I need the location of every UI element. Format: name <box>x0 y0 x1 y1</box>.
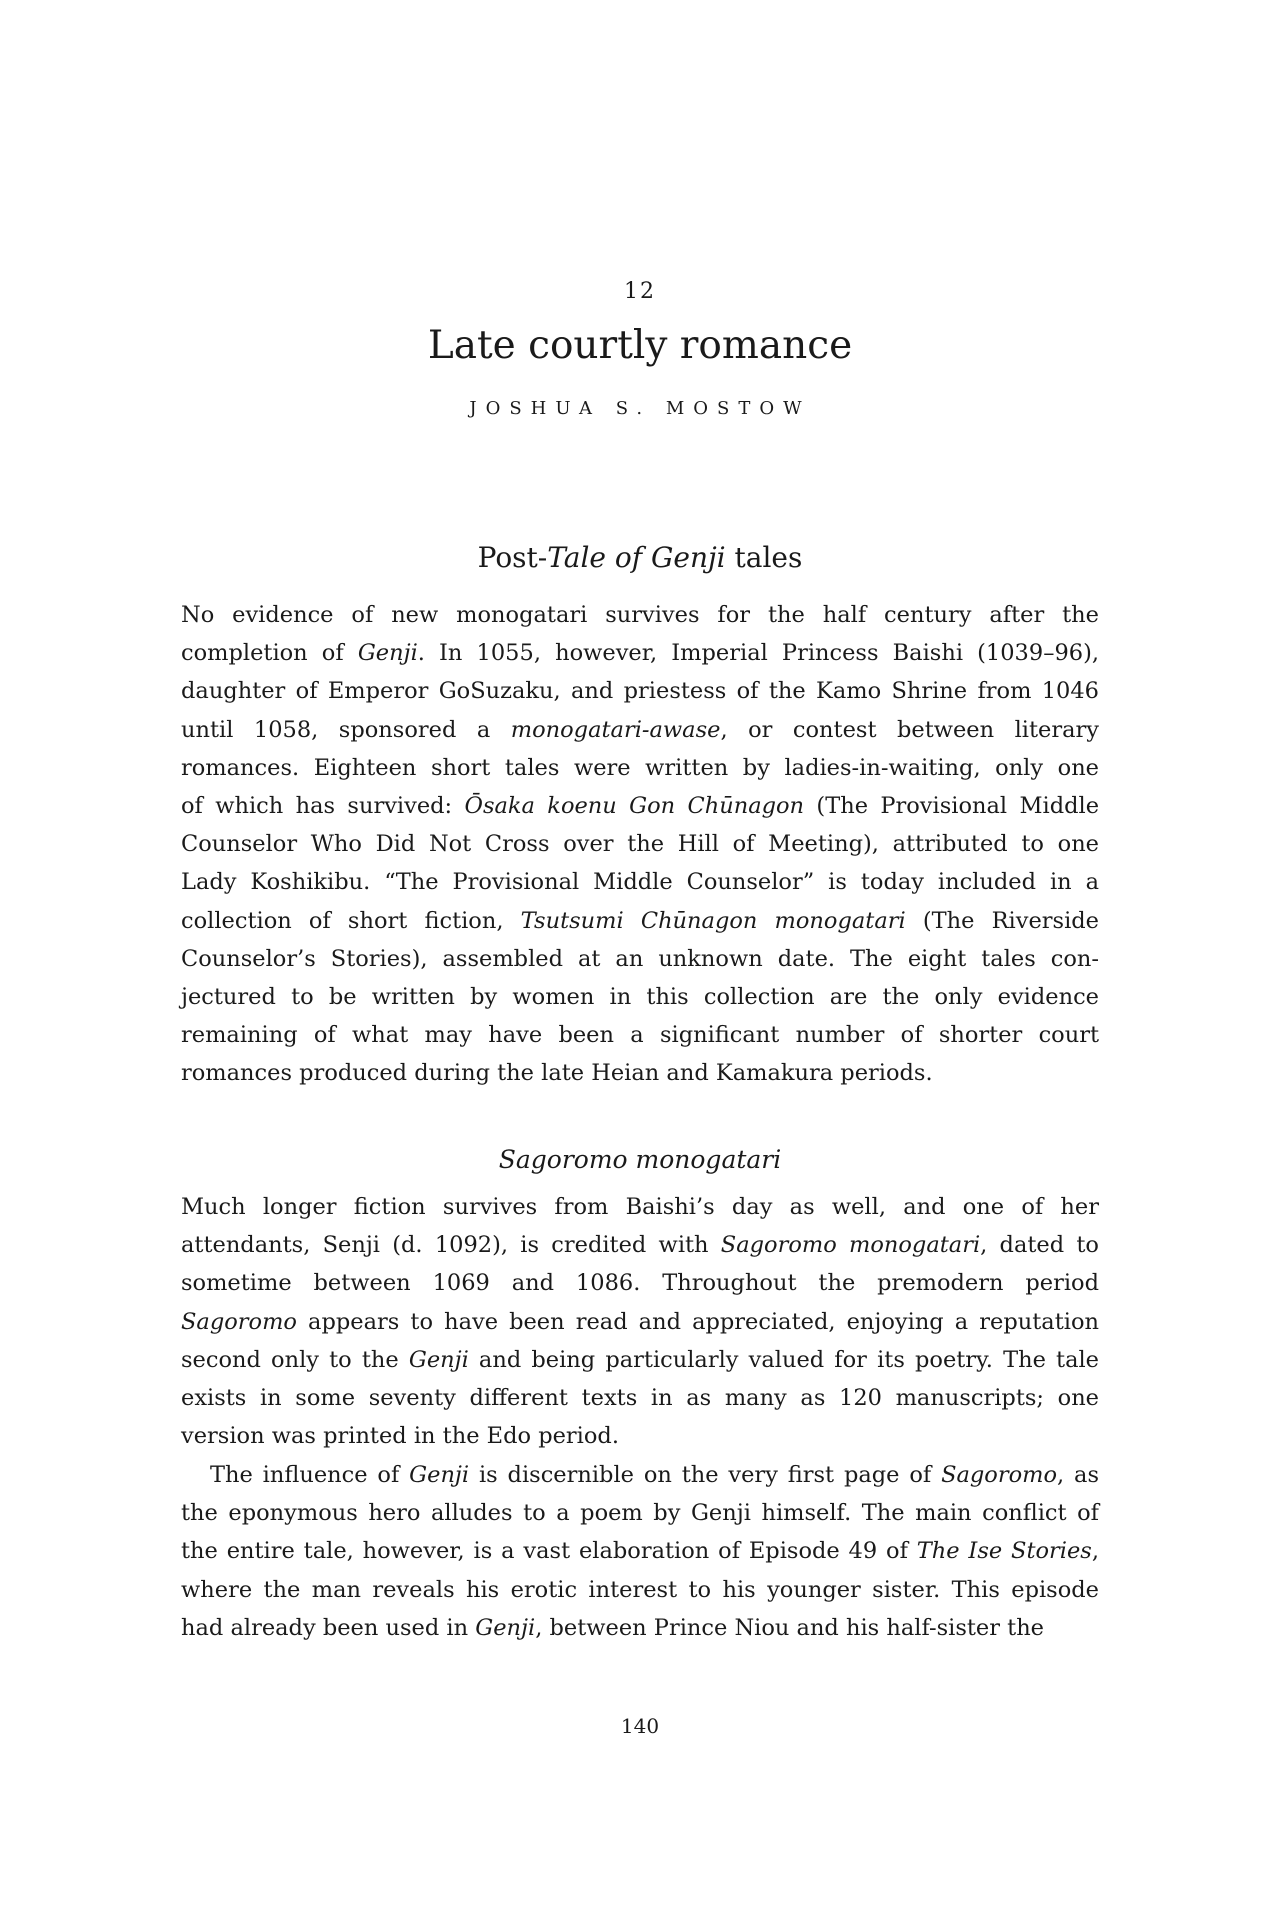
text-run: collection of short fiction, <box>181 907 521 934</box>
italic-run: Tsutsumi Chūnagon monogatari <box>520 907 906 934</box>
text-line <box>181 749 1099 787</box>
italic-run: monogatari-awase <box>510 716 721 743</box>
text-line <box>181 1494 1099 1532</box>
text-run: sometime between 1069 and 1086. Throughout the premodern period <box>181 1270 1099 1297</box>
text-run: had already been used in <box>181 1614 476 1641</box>
text-line <box>181 1303 1099 1341</box>
text-line <box>181 1379 1099 1417</box>
text-line <box>181 634 1099 672</box>
italic-run: Genji <box>357 640 418 667</box>
text-run: until 1058, sponsored a <box>181 716 511 743</box>
text-run: Counselor’s Stories), assembled at an unknown date. The eight tales con- <box>181 945 1099 972</box>
text-line <box>181 1456 1099 1494</box>
italic-run: The Ise Stories <box>916 1538 1092 1565</box>
italic-run: Ōsaka koenu Gon Chūnagon <box>464 792 805 819</box>
text-run: exists in some seventy different texts in as many as 120 manuscripts; one <box>181 1384 1099 1411</box>
chapter-title: Late courtly romance <box>427 323 853 368</box>
section-heading <box>0 540 1280 576</box>
text-run: is discernible on the very first page of <box>469 1462 942 1488</box>
text-run: Lady Koshikibu. “The Provisional Middle Counselor” is today included in a <box>181 869 1099 896</box>
chapter-author: JOSHUA S. MOSTOW <box>469 398 811 419</box>
text-line <box>181 1532 1099 1570</box>
text-run: , as <box>1057 1462 1100 1488</box>
text-line <box>181 1016 1099 1054</box>
italic-run: Genji <box>408 1346 469 1373</box>
text-line <box>181 902 1099 940</box>
text-run: remaining of what may have been a significant number of shorter court <box>181 1022 1099 1049</box>
text-run: . In 1055, however, Imperial Princess Baishi (1039–96), <box>417 640 1100 667</box>
text-run: the entire tale, however, is a vast elaboration of Episode 49 of <box>181 1538 917 1565</box>
text-run: romances produced during the late Heian and Kamakura periods. <box>181 1060 933 1087</box>
text-run: Much longer fiction survives from Baishi’s day as well, and one of her <box>181 1194 1099 1220</box>
text-run: , or contest between literary <box>720 716 1099 743</box>
text-run: , between Prince Niou and his half-sister the <box>535 1614 1045 1641</box>
text-run: and being particularly valued for its poetry. The tale <box>468 1346 1099 1373</box>
italic-run: Sagoromo monogatari <box>720 1232 981 1259</box>
text-run: the eponymous hero alludes to a poem by Genji himself. The main conflict of <box>181 1500 1099 1527</box>
text-line <box>181 1188 1099 1226</box>
text-line <box>181 711 1099 749</box>
text-line <box>181 1341 1099 1379</box>
text-run: of which has survived: <box>181 792 465 819</box>
text-line <box>181 1417 1099 1455</box>
text-run: jectured to be written by women in this collection are the only evidence <box>181 983 1099 1010</box>
page-number: 140 <box>620 1714 660 1738</box>
text-run: daughter of Emperor GoSuzaku, and priestess of the Kamo Shrine from 1046 <box>181 678 1099 705</box>
text-line <box>181 940 1099 978</box>
text-line <box>181 1609 1099 1647</box>
text-run: , <box>1091 1538 1100 1565</box>
text-line <box>181 1264 1099 1302</box>
subsection-paragraph-1 <box>181 1188 1099 1455</box>
text-line <box>181 1571 1099 1609</box>
section-heading-prefix: Post- <box>477 541 548 574</box>
text-line <box>181 1054 1099 1092</box>
section-paragraph <box>181 596 1099 1092</box>
text-run: , dated to <box>980 1232 1099 1259</box>
text-line <box>181 787 1099 825</box>
chapter-number: 12 <box>624 279 656 304</box>
text-run: where the man reveals his erotic interest to his younger sister. This episode <box>181 1576 1099 1603</box>
text-run: second only to the <box>181 1346 409 1373</box>
text-run: Counselor Who Did Not Cross over the Hill of Meeting), attributed to one <box>181 831 1099 858</box>
italic-run: Genji <box>409 1462 470 1488</box>
text-line <box>181 672 1099 710</box>
text-run: The influence of <box>210 1462 410 1488</box>
italic-run: Genji <box>475 1614 536 1641</box>
subsection-heading: Sagoromo monogatari <box>498 1145 782 1174</box>
text-line <box>181 978 1099 1016</box>
text-run: version was printed in the Edo period. <box>181 1423 619 1450</box>
text-line <box>181 1226 1099 1264</box>
text-line <box>181 825 1099 863</box>
text-run: (The Riverside <box>905 907 1099 934</box>
text-run: completion of <box>181 640 358 667</box>
text-run: No evidence of new monogatari survives for the half century after the <box>181 602 1099 628</box>
text-run: (The Provisional Middle <box>804 792 1100 819</box>
italic-run: Sagoromo <box>941 1462 1058 1488</box>
section-heading-suffix: tales <box>725 541 803 574</box>
italic-run: Sagoromo <box>181 1308 297 1335</box>
subsection-paragraph-2 <box>181 1456 1099 1647</box>
text-line <box>181 863 1099 901</box>
text-run: attendants, Senji (d. 1092), is credited with <box>181 1232 721 1259</box>
text-line <box>181 596 1099 634</box>
text-run: romances. Eighteen short tales were written by ladies-in-waiting, only one <box>181 754 1099 781</box>
section-heading-italic: Tale of Genji <box>547 541 726 574</box>
text-run: appears to have been read and appreciated, enjoying a reputation <box>296 1308 1099 1335</box>
